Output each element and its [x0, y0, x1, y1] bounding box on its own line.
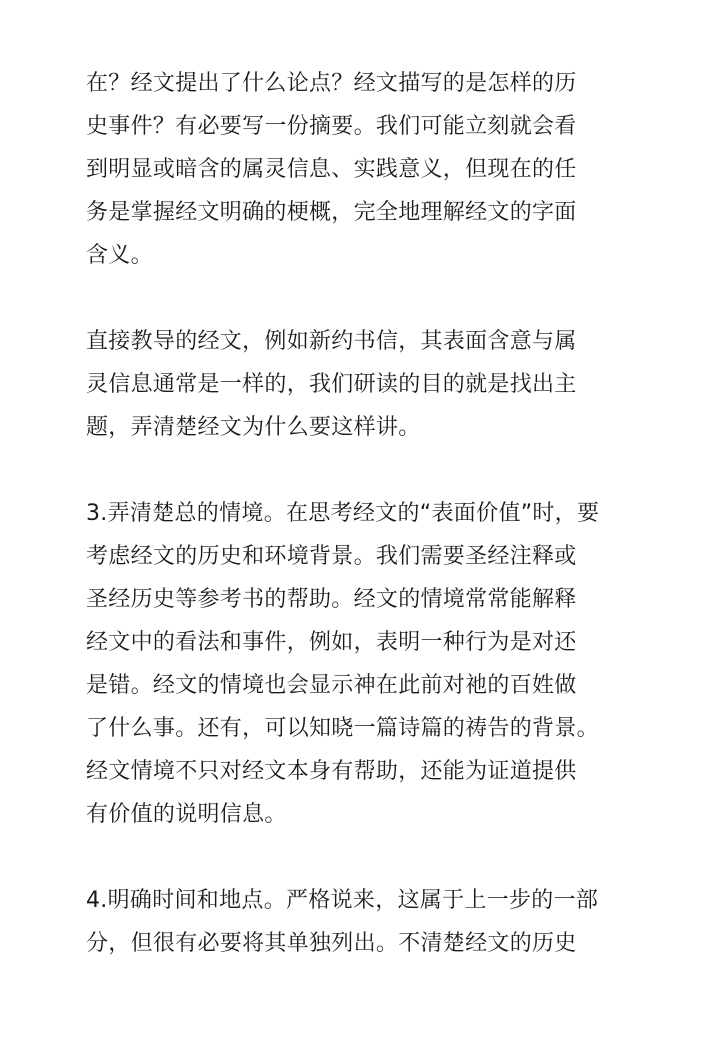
- text-line: 是错。经文的情境也会显示神在此前对祂的百姓做: [86, 673, 577, 698]
- paragraph-summary: [86, 62, 646, 277]
- text-line: 有价值的说明信息。: [86, 802, 287, 827]
- paragraph-gap: [86, 277, 646, 320]
- text-line: 在？经文提出了什么论点？经文描写的是怎样的历: [86, 71, 577, 96]
- text-line: 务是掌握经文明确的梗概，完全地理解经文的字面: [86, 200, 577, 225]
- text-line: 含义。: [86, 243, 153, 268]
- text-line: 4.明确时间和地点。严格说来，这属于上一步的一部: [86, 888, 599, 913]
- paragraph-step-4-time-place: [86, 879, 646, 965]
- document-page: [86, 62, 646, 965]
- text-line: 经文情境不只对经文本身有帮助，还能为证道提供: [86, 759, 577, 784]
- text-line: 经文中的看法和事件，例如，表明一种行为是对还: [86, 630, 577, 655]
- text-line: 题，弄清楚经文为什么要这样讲。: [86, 415, 421, 440]
- paragraph-direct-teaching: [86, 320, 646, 449]
- text-line: 圣经历史等参考书的帮助。经文的情境常常能解释: [86, 587, 577, 612]
- paragraph-gap: [86, 836, 646, 879]
- paragraph-gap: [86, 449, 646, 492]
- text-line: 灵信息通常是一样的，我们研读的目的就是找出主: [86, 372, 577, 397]
- text-line: 考虑经文的历史和环境背景。我们需要圣经注释或: [86, 544, 577, 569]
- text-line: 3.弄清楚总的情境。在思考经文的“表面价值”时，要: [86, 501, 600, 526]
- text-line: 史事件？有必要写一份摘要。我们可能立刻就会看: [86, 114, 577, 139]
- text-line: 分，但很有必要将其单独列出。不清楚经文的历史: [86, 931, 577, 956]
- paragraph-step-3-context: [86, 492, 646, 836]
- text-line: 到明显或暗含的属灵信息、实践意义，但现在的任: [86, 157, 577, 182]
- text-line: 直接教导的经文，例如新约书信，其表面含意与属: [86, 329, 577, 354]
- text-line: 了什么事。还有，可以知晓一篇诗篇的祷告的背景。: [86, 716, 599, 741]
